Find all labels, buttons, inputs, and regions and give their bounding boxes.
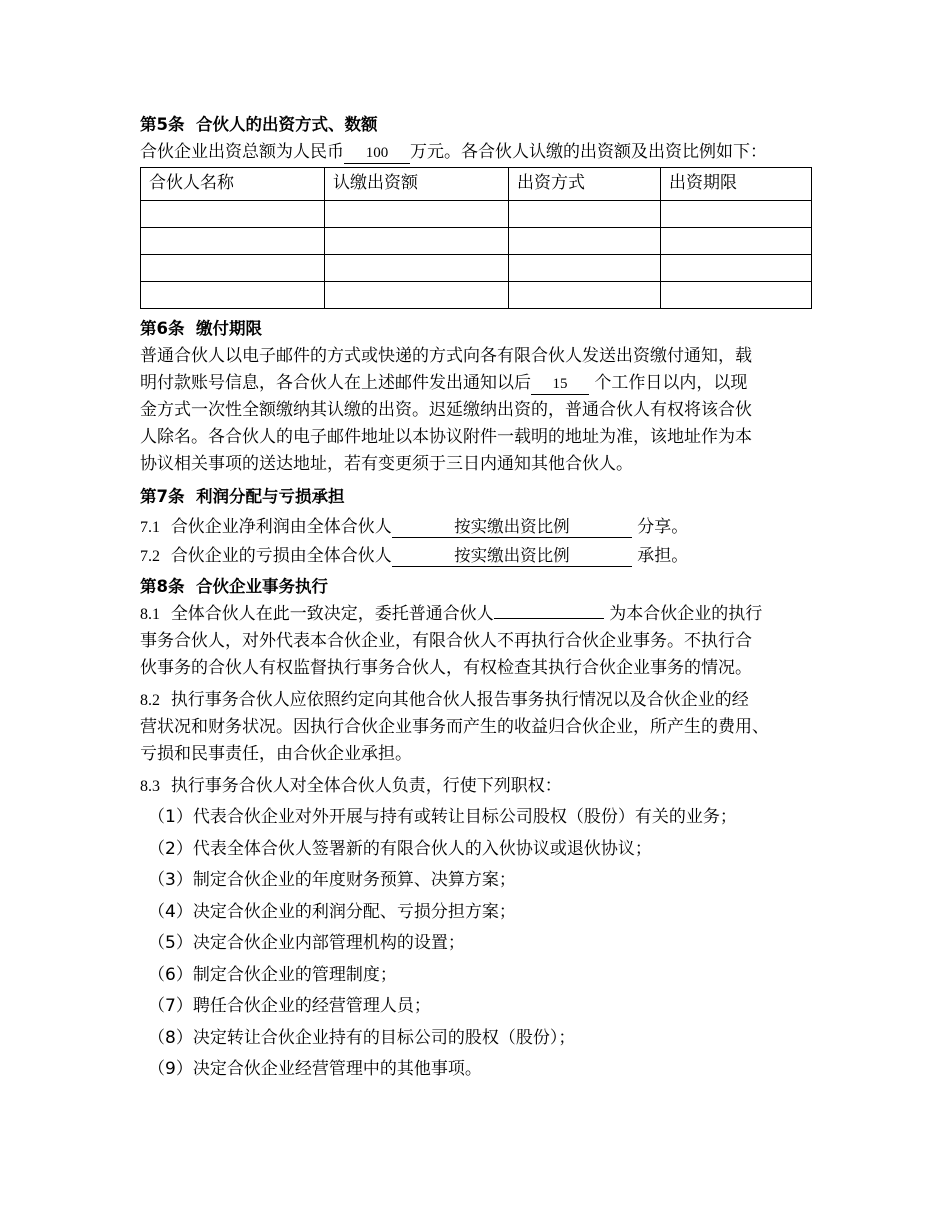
loss-ratio-blank: 按实缴出资比例: [392, 546, 632, 567]
table-cell: [661, 228, 812, 255]
header-subscribed-amount: 认缴出资额: [325, 168, 509, 201]
list-item: （2）代表全体合伙人签署新的有限合伙人的入伙协议或退伙协议；: [148, 838, 652, 859]
table-cell: [325, 228, 509, 255]
clause-8-3: 8.3 执行事务合伙人对全体合伙人负责，行使下列职权：: [140, 776, 562, 796]
table-cell: [141, 255, 325, 282]
list-item: （9）决定合伙企业经营管理中的其他事项。: [148, 1059, 482, 1079]
article-7-heading: [140, 483, 812, 511]
table-cell: [141, 201, 325, 228]
list-item: （6）制定合伙企业的管理制度；: [148, 964, 397, 985]
table-row: [141, 282, 812, 309]
list-item: （4）决定合伙企业的利润分配、亏损分担方案；: [148, 901, 516, 922]
article-5-title: 合伙人的出资方式、数额: [195, 115, 378, 134]
article-5-number: 第5条: [140, 115, 185, 134]
article-8-title: 合伙企业事务执行: [195, 577, 328, 596]
contribution-table: [140, 167, 812, 309]
days-blank: 15: [531, 374, 589, 395]
article-6-body: 普通合伙人以电子邮件的方式或快递的方式向各有限合伙人发送出资缴付通知，载 明付款账号信息，各合伙人在上述邮件发出通知以后 15 个工作日以内，以现 金方式一次性全额缴纳其认缴的出资。迟延缴纳出资的，普通合伙人有权将该合伙 人除名。各合伙人的电子邮件地址以本协议附件一载明的地址为准，该地址作为本 协议相关事项的送达地址，若有变更须于三日内通知其他合伙人。: [140, 346, 752, 474]
table-cell: [325, 282, 509, 309]
table-row: [141, 201, 812, 228]
article-5-heading: [140, 111, 812, 139]
table-cell: [509, 228, 661, 255]
list-item: （1）代表合伙企业对外开展与持有或转让目标公司股权（股份）有关的业务；: [148, 807, 737, 827]
clause-7-2: 7.2 合伙企业的亏损由全体合伙人 按实缴出资比例 承担。: [140, 546, 689, 566]
table-cell: [509, 255, 661, 282]
table-cell: [661, 201, 812, 228]
list-item: （3）制定合伙企业的年度财务预算、决算方案；: [148, 870, 516, 890]
table-cell: [661, 255, 812, 282]
article-5-intro: 合伙企业出资总额为人民币 100 万元。各合伙人认缴的出资额及出资比例如下：: [140, 142, 767, 162]
table-cell: [509, 201, 661, 228]
table-cell: [141, 282, 325, 309]
table-cell: [325, 201, 509, 228]
article-6-heading: [140, 315, 812, 343]
document-page: [140, 110, 812, 1086]
table-cell: [661, 282, 812, 309]
clause-8-2: 8.2 执行事务合伙人应依照约定向其他合伙人报告事务执行情况以及合伙企业的经 营状况和财务状况。因执行合伙企业事务而产生的收益归合伙企业，所产生的费用、 亏损和民事责任，由合伙企业承担。: [140, 690, 769, 764]
table-cell: [141, 228, 325, 255]
list-item: （5）决定合伙企业内部管理机构的设置；: [148, 933, 465, 953]
powers-list: [140, 802, 812, 1086]
header-contribution-method: 出资方式: [509, 168, 661, 201]
article-8-number: 第8条: [140, 577, 185, 596]
clause-7-1: 7.1 合伙企业净利润由全体合伙人 按实缴出资比例 分享。: [140, 517, 689, 537]
article-6-number: 第6条: [140, 319, 185, 338]
article-7-title: 利润分配与亏损承担: [195, 487, 345, 506]
table-cell: [325, 255, 509, 282]
article-8-heading: [140, 573, 812, 601]
list-item: （7）聘任合伙企业的经营管理人员；: [148, 996, 431, 1016]
profit-ratio-blank: 按实缴出资比例: [392, 517, 632, 538]
article-7-number: 第7条: [140, 487, 185, 506]
header-contribution-deadline: 出资期限: [661, 168, 812, 201]
list-item: （8）决定转让合伙企业持有的目标公司的股权（股份）；: [148, 1027, 576, 1048]
table-header-row: [141, 168, 812, 201]
table-row: [141, 228, 812, 255]
table-row: [141, 255, 812, 282]
table-cell: [509, 282, 661, 309]
article-6-title: 缴付期限: [195, 319, 262, 338]
header-partner-name: 合伙人名称: [141, 168, 325, 201]
executing-partner-blank: [494, 618, 604, 619]
total-amount-blank: 100: [344, 143, 410, 164]
clause-8-1: 8.1 全体合伙人在此一致决定，委托普通合伙人 为本合伙企业的执行 事务合伙人，对外代表本合伙企业，有限合伙人不再执行合伙企业事务。不执行合 伙事务的合伙人有权监督执行事务合伙人，有权检查其执行合伙企业事务的情况。: [140, 604, 763, 678]
